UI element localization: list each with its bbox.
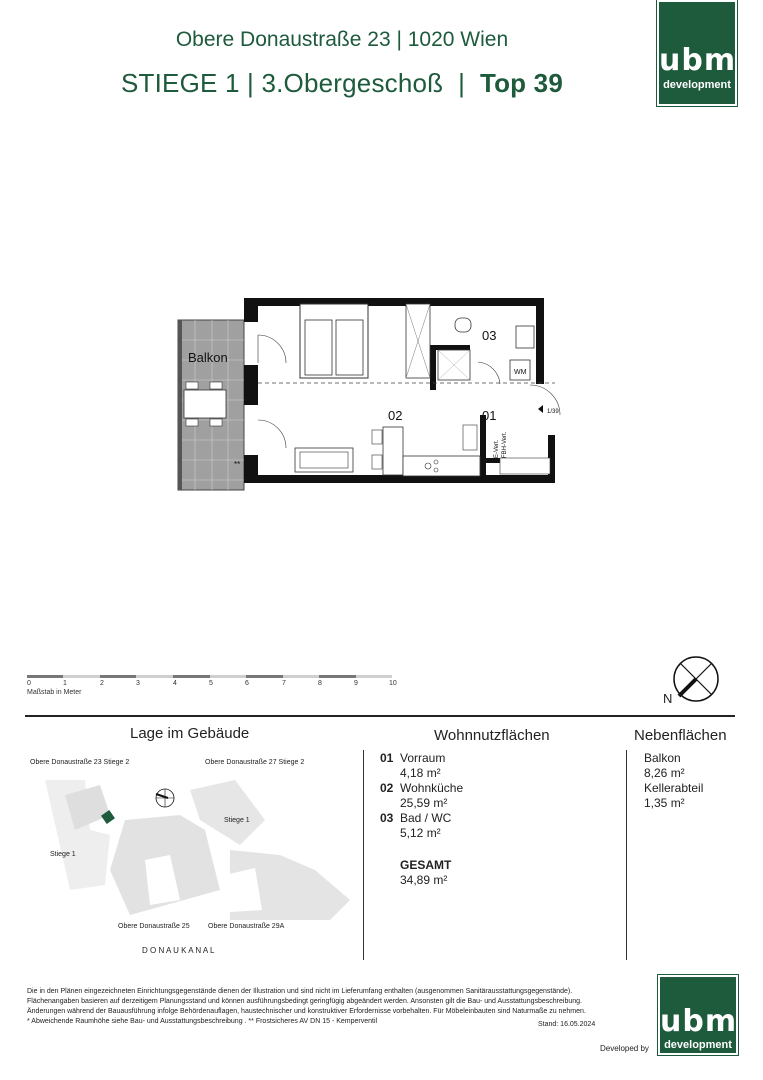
- logo-sub: development: [663, 79, 731, 91]
- ubm-logo-bottom: [658, 975, 738, 1055]
- footer-line-4: * Abweichende Raumhöhe siehe Bau- und Ausstattungsbeschreibung . ** Frostsicheres AV DN 15 - Kemperventil: [27, 1018, 378, 1025]
- unit-title: [0, 68, 684, 99]
- scale-tick-5: 5: [209, 680, 213, 687]
- label-od25: Obere Donaustraße 25: [118, 923, 190, 930]
- label-od29a: Obere Donaustraße 29A: [208, 923, 285, 930]
- kitchen-counter: [403, 456, 480, 476]
- scale-tick-2: 2: [100, 680, 104, 687]
- wm-label: WM: [514, 369, 527, 376]
- stars-mark: **: [234, 460, 241, 469]
- compass-icon: [670, 653, 722, 705]
- scale-tick-10: 10: [389, 680, 397, 687]
- room-03-name: Bad / WC: [400, 811, 452, 825]
- section-divider: [25, 715, 735, 717]
- neben-title: Nebenflächen: [634, 727, 727, 744]
- balcony-table: [184, 390, 226, 418]
- stiege-floor: STIEGE 1 | 3.Obergeschoß: [121, 68, 444, 98]
- room-02-label: 02: [388, 408, 403, 423]
- label-stiege1-left: Stiege 1: [50, 851, 76, 858]
- balkon-label: Balkon: [188, 350, 228, 365]
- e-vert-label: E-Vert.: [494, 439, 500, 458]
- fbh-vert-label: FBH-Vert.: [502, 431, 508, 458]
- label-donaukanal: D O N A U K A N A L: [142, 946, 215, 955]
- scale-tick-7: 7: [282, 680, 286, 687]
- vertical-divider-2: [626, 750, 627, 960]
- compass-north: N: [663, 691, 673, 706]
- room-01-area: 4,18 m²: [400, 766, 441, 780]
- neben-keller-name: Kellerabteil: [644, 781, 704, 795]
- top-number: Top 39: [479, 68, 563, 98]
- lage-title: Lage im Gebäude: [130, 725, 250, 742]
- toilet: [455, 318, 471, 332]
- stand-date: Stand: 16.05.2024: [538, 1021, 596, 1028]
- footer-notes: [27, 987, 607, 1027]
- neben-balkon-area: 8,26 m²: [644, 766, 685, 780]
- neben-balkon: [644, 751, 685, 781]
- logo-mark-bottom: ubm: [660, 1004, 738, 1039]
- address-line: Obere Donaustraße 23 | 1020 Wien: [175, 28, 509, 51]
- washbasin: [516, 326, 534, 348]
- wohn-title: Wohnnutzflächen: [434, 727, 550, 744]
- total-area: 34,89 m²: [400, 873, 448, 887]
- room-02-entry: [380, 781, 463, 811]
- room-03-entry: [380, 811, 451, 841]
- door-tag: 1/39: [547, 409, 559, 415]
- scale-caption: Maßstab in Meter: [27, 689, 82, 696]
- footer-line-1: Die in den Plänen eingezeichneten Einrichtungsgegenstände dienen der Illustration und sind nicht im Lieferumfang enthalten (ausgenommen Sanitärausstattungsgegenstände).: [27, 988, 573, 995]
- label-od27-s2: Obere Donaustraße 27 Stiege 2: [205, 759, 305, 766]
- room-03-label: 03: [482, 328, 497, 343]
- ubm-logo-top: [657, 0, 737, 106]
- dining-table: [383, 427, 403, 475]
- developed-by: Developed by: [600, 1044, 649, 1053]
- room-03-num: 03: [380, 811, 394, 825]
- room-03-area: 5,12 m²: [400, 826, 441, 840]
- scale-tick-8: 8: [318, 680, 322, 687]
- label-od23-s2: Obere Donaustraße 23 Stiege 2: [30, 759, 130, 766]
- scale-tick-3: 3: [136, 680, 140, 687]
- scale-tick-1: 1: [63, 680, 67, 687]
- room-02-num: 02: [380, 781, 394, 795]
- vertical-divider-1: [363, 750, 364, 960]
- scale-tick-0: 0: [27, 680, 31, 687]
- scale-tick-6: 6: [245, 680, 249, 687]
- room-01-label: 01: [482, 408, 497, 423]
- room-02-name: Wohnküche: [400, 781, 464, 795]
- neben-keller: [644, 781, 703, 811]
- footer-line-2: Flächenangaben basieren auf derzeitigem Planungsstand und können ausführungsbedingt geringfügig abgeändert werden. Ansonsten gilt die Bau- und Ausstattungsbeschreibung.: [27, 998, 582, 1005]
- title-separator: |: [458, 68, 466, 98]
- floor-plan: [160, 290, 580, 500]
- scale-tick-9: 9: [354, 680, 358, 687]
- room-02-area: 25,59 m²: [400, 796, 448, 810]
- room-01-name: Vorraum: [400, 751, 446, 765]
- site-map: [30, 760, 355, 920]
- scale-tick-4: 4: [173, 680, 177, 687]
- total-entry: [400, 858, 451, 888]
- total-label: GESAMT: [400, 858, 452, 872]
- footer-line-3: Änderungen während der Bauausführung infolge Behördenauflagen, haustechnischer und konstruktiver Erfordernisse vorbehalten. Für Möbeleinbauten sind Naturmaße zu nehmen.: [27, 1008, 586, 1015]
- room-01-entry: [380, 751, 445, 781]
- label-stiege1-right: Stiege 1: [224, 817, 250, 824]
- logo-mark: ubm: [659, 43, 737, 78]
- neben-balkon-name: Balkon: [644, 751, 681, 765]
- logo-sub-bottom: development: [664, 1039, 732, 1051]
- neben-keller-area: 1,35 m²: [644, 796, 685, 810]
- room-01-num: 01: [380, 751, 394, 765]
